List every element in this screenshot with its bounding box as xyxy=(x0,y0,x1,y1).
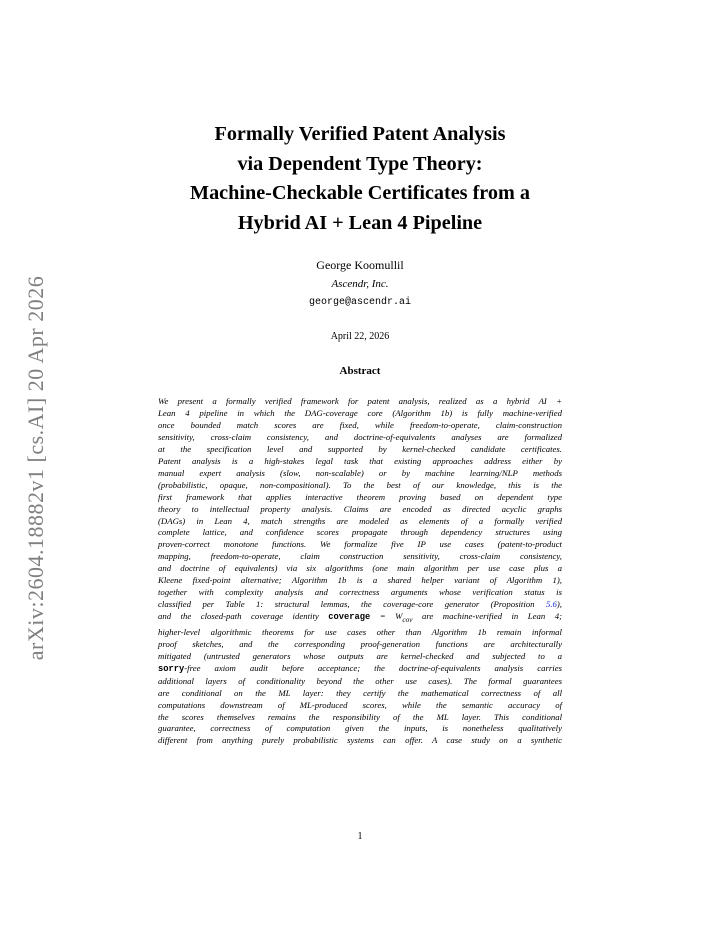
abstract-line: higher-level algorithmic theorems for use cases other than Algorithm 1b remain informal xyxy=(158,626,562,637)
abstract-line: mapping, freedom-to-operate, claim construction sensitivity, cross-claim consistency, xyxy=(158,551,562,562)
author-name: George Koomullil xyxy=(316,258,404,272)
author-affiliation: Ascendr, Inc. xyxy=(331,278,389,290)
abstract-line: manual expert analysis (slow, non-scalable) or by machine learning/NLP methods xyxy=(158,467,562,478)
abstract-line: different from anything purely probabilistic systems can offer. A case study on a synthetic xyxy=(158,735,562,746)
title-line: Hybrid AI + Lean 4 Pipeline xyxy=(237,211,483,234)
title-line: Formally Verified Patent Analysis xyxy=(214,123,506,145)
abstract-line: proof sketches, and the corresponding proof-generation functions are architecturally xyxy=(158,638,562,649)
paper-title xyxy=(0,120,720,238)
title-line: Machine-Checkable Certificates from a xyxy=(190,182,530,204)
abstract-line: mitigated (untrusted generators whose outputs are kernel-checked and subjected to a xyxy=(158,650,562,661)
proposition-link[interactable]: 5.6 xyxy=(545,599,557,610)
abstract-text: = W xyxy=(370,611,403,622)
abstract-heading: Abstract xyxy=(339,365,381,377)
author-email[interactable]: george@ascendr.ai xyxy=(308,297,412,308)
title-line: via Dependent Type Theory: xyxy=(237,152,483,175)
abstract-line: are conditional on the ML layer: they certify the mathematical correctness of all xyxy=(158,687,562,698)
abstract-text: and the closed-path coverage identity xyxy=(158,611,329,622)
arxiv-identifier: arXiv:2604.18882v1 [cs.AI] 20 Apr 2026 xyxy=(23,275,48,661)
abstract-text: ), xyxy=(556,599,562,610)
abstract-line: computations downstream of ML-produced scores, while the semantic accuracy of xyxy=(158,699,562,710)
abstract-line: once bounded match scores are fixed, while freedom-to-operate, claim-construction xyxy=(158,419,562,430)
abstract-line: proven-correct monotone functions. We formalize five IP use cases (patent-to-product xyxy=(158,539,562,550)
abstract-body xyxy=(158,396,562,747)
cov-subscript: cov xyxy=(402,615,413,624)
abstract-line xyxy=(158,611,562,627)
abstract-text: classified per Table 1: structural lemmas, the coverage-core generator (Proposition xyxy=(158,599,546,610)
abstract-line xyxy=(158,663,562,676)
page-number: 1 xyxy=(357,831,363,842)
abstract-line: We present a formally verified framework for patent analysis, realized as a hybrid AI + xyxy=(158,396,562,406)
abstract-line: (DAGs) in Lean 4, match strengths are modeled as elements of a formally verified xyxy=(158,515,562,526)
abstract-line: at the specification level and supported by kernel-checked candidate certificates. xyxy=(158,443,562,454)
abstract-line: guarantee, correctness of computation given the inputs, is nonetheless qualitatively xyxy=(158,723,562,734)
abstract-text: -free axiom audit before acceptance; the doctrine-of-equivalents analysis carries xyxy=(184,662,562,673)
abstract-line: (probabilistic, opaque, non-compositional). To the best of our knowledge, this is the xyxy=(158,479,562,490)
coverage-code: coverage xyxy=(328,612,371,623)
abstract-line: Lean 4 pipeline in which the DAG-coverage core (Algorithm 1b) is fully machine-verified xyxy=(158,407,562,418)
abstract-line: complete lattice, and confidence scores propagate through dependency structures using xyxy=(158,527,562,538)
abstract-line: first framework that applies interactive theorem proving based on dependent type xyxy=(158,491,562,502)
paper-date: April 22, 2026 xyxy=(330,331,390,342)
abstract-line: and doctrine of equivalents) via six algorithms (one main algorithm per use case plus a xyxy=(158,563,562,574)
abstract-line: theory to intellectual property analysis. Claims are encoded as directed acyclic graphs xyxy=(158,503,562,514)
abstract-line xyxy=(158,599,562,611)
abstract-line: the scores themselves remains the responsibility of the ML layer. This conditional xyxy=(158,711,562,722)
abstract-line: Kleene fixed-point alternative; Algorithm 1b is a shared helper variant of Algorithm 1), xyxy=(158,575,562,586)
abstract-text: are machine-verified in Lean 4; xyxy=(412,611,563,622)
abstract-line: sensitivity, cross-claim consistency, and doctrine-of-equivalents analyses are formalized xyxy=(158,431,562,442)
abstract-line: additional layers of conditionality beyond the other use cases). The formal guarantees xyxy=(158,675,562,686)
sorry-code: sorry xyxy=(158,663,185,674)
abstract-line: together with complexity analysis and correctness arguments whose verification status is xyxy=(158,587,562,598)
abstract-line: Patent analysis is a high-stakes legal task that existing approaches address either by xyxy=(158,455,562,466)
